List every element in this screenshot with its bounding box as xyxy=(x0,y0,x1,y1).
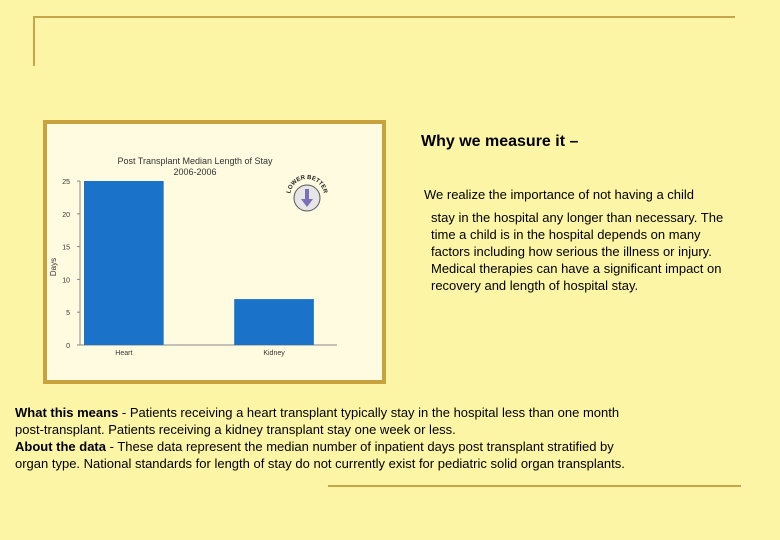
why-lead-text: We realize the importance of not having a child xyxy=(424,187,695,202)
top-rule xyxy=(33,16,735,18)
bar-kidney xyxy=(234,299,314,345)
about-the-data-label: About the data xyxy=(15,439,106,454)
badge-text: LOWER BETTER xyxy=(286,174,328,195)
lower-better-badge xyxy=(286,175,328,211)
explanation-block xyxy=(15,404,625,472)
x-tick-label-kidney: Kidney xyxy=(263,350,285,357)
about-the-data-text: - These data represent the median number of inpatient days post transplant stratified by organ type. National standards for length of stay do not currently exist for pediatric solid organ transplants. xyxy=(15,439,625,471)
what-this-means-label: What this means xyxy=(15,405,119,420)
y-tick-label: 20 xyxy=(62,211,70,219)
y-tick-label: 10 xyxy=(62,277,70,285)
bar-chart xyxy=(47,124,382,380)
y-axis-label: Days xyxy=(49,257,58,277)
what-this-means-text: - Patients receiving a heart transplant typically stay in the hospital less than one month post-transplant. Patients receiving a kidney transplant stay one week or less. xyxy=(15,405,620,437)
y-tick-label: 5 xyxy=(66,310,70,318)
chart-subtitle: 2006-2006 xyxy=(173,167,217,177)
left-rule xyxy=(33,16,35,66)
bar-heart xyxy=(84,181,164,345)
bottom-rule xyxy=(328,485,741,487)
why-title: Why we measure it – xyxy=(421,133,579,150)
y-tick-label: 15 xyxy=(62,244,70,252)
chart-frame xyxy=(43,120,386,384)
chart-title: Post Transplant Median Length of Stay xyxy=(117,156,273,166)
y-tick-label: 25 xyxy=(62,179,70,186)
why-body-text: stay in the hospital any longer than necessary. The time a child is in the hospital depends on many factors including how serious the illness or injury. Medical therapies can have a significant impact on recovery and length of hospital stay. xyxy=(431,210,724,293)
x-tick-label-heart: Heart xyxy=(115,350,133,357)
y-tick-label: 0 xyxy=(66,343,70,350)
